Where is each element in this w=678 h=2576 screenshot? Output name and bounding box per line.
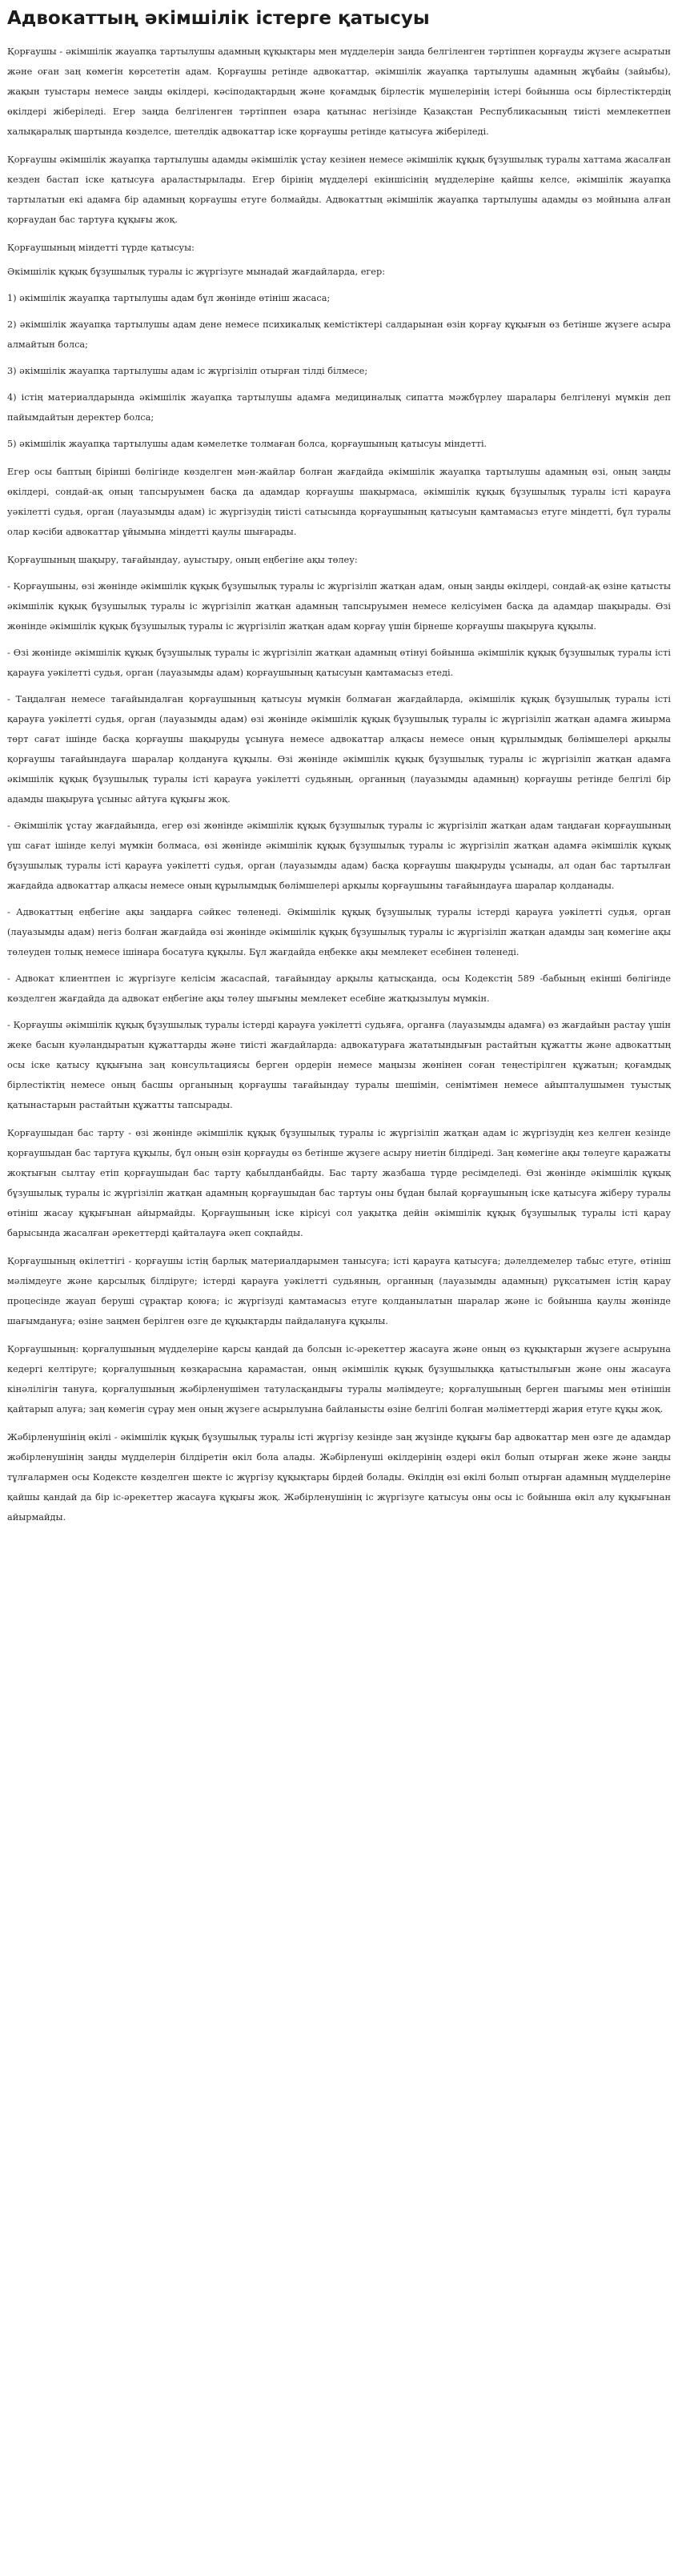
paragraph: Қорғаушының өкілеттігі - қорғаушы істің барлық материалдарымен танысуға; істі қарауға қатысуға; дәлелдемелер табыс етуге, өтініш мәлімдеуге және қарсылық білдіруге; істерді қарауға уәкілетті судьяның, органның (лауазымды адамның) рұқсатымен істің қарау процесінде жауап беруші сұрақтар қоюға; іс жүргізуді қамтамасыз етуге қолданылатын шаралар және іс бойынша қаулы жөнінде шағымдануға; өзіне заңмен берілген өзге де құқықтарды пайдалануға құқылы. bbox=[7, 1256, 671, 1326]
paragraph: - Таңдалған немесе тағайындалған қорғаушының қатысуы мүмкін болмаған жағдайларда, әкімшілік құқық бұзушылық туралы істі қарауға уәкілетті судья, орган (лауазымды адам) өзі жөнінде әкімшілік құқық бұзушылық туралы іс жүргізіліп жатқан адамға жиырма төрт сағат ішінде басқа қорғаушы шақыруды ұсынуға немесе адвокаттар алқасы немесе оның құрылымдық бөлімшелері арқылы қорғаушы тағайындауға шаралар қолдануға құқылы. Өзі жөнінде әкімшілік құқық бұзушылық туралы іс жүргізіліп жатқан адамға әкімшілік құқық бұзушылық туралы істі қарауға уәкілетті судьяның, органның (лауазымды адамның) қорғаушы ретінде белгілі бір адамды шақыруға ұсыныс айтуға құқығы жоқ. bbox=[7, 694, 671, 804]
paragraph: Қорғаушының шақыру, тағайындау, ауыстыру, оның еңбегіне ақы төлеу: bbox=[7, 555, 358, 565]
paragraph: Қорғаушы әкімшілік жауапқа тартылушы адамды әкімшілік ұстау кезінен немесе әкімшілік құқық бұзушылық туралы хаттама жасалған кезден бастап іске қатысуға араластырылады. Егер бірінің мүдделері екіншісінің мүдделеріне қайшы келсе, әкімшілік жауапқа тартылатын екі адамға бір адамның қорғаушы етуге болмайды. Адвокаттың әкімшілік жауапқа тартылушы адамды өз мойнына алған қорғаудан бас тартуға құқығы жоқ. bbox=[7, 154, 671, 225]
paragraph: Қорғаушы - әкімшілік жауапқа тартылушы адамның құқықтары мен мүдделерін заңда белгіленген тәртіппен қорғауды жүзеге асыратын және оған заң көмегін көрсететін адам. Қорғаушы ретінде адвокаттар, әкімшілік жауапқа тартылушы адамның жұбайы (зайыбы), жақын туыстары немесе заңды өкілдері, кәсіподақтардың және қоғамдық бірлестік мүшелерінің істері бойынша осы бірлестіктердің өкілдері жіберіледі. Егер заңда белгіленген тәртіппен өзара қатынас негізінде Қазақстан Республикасының тиісті мемлекетпен халықаралық шартында көзделсе, шетелдік адвокаттар іске қорғаушы ретінде қатысуға жіберіледі. bbox=[7, 46, 671, 137]
paragraph: - Адвокаттың еңбегіне ақы заңдарға сәйкес төленеді. Әкімшілік құқық бұзушылық туралы істерді қарауға уәкілетті судья, орган (лауазымды адам) негіз болған жағдайда өзі жөнінде әкімшілік құқық бұзушылық туралы іс жүргізіліп жатқан адамды заң көмегіне ақы төлеуден толық немесе ішінара босатуға құқылы. Бұл жағдайда еңбекке ақы мемлекет есебінен төленеді. bbox=[7, 907, 671, 957]
paragraph: - Әкімшілік ұстау жағдайында, егер өзі жөнінде әкімшілік құқық бұзушылық туралы іс жүргізіліп жатқан адам таңдаған қорғаушының үш сағат ішінде келуі мүмкін болмаса, өзі жөнінде әкімшілік құқық бұзушылық туралы іс жүргізіліп жатқан адамға әкімшілік құқық бұзушылық туралы істі қарауға уәкілетті судья, орган (лауазымды адам) басқа қорғаушы шақыруды ұсынады, ал одан бас тартылған жағдайда адвокаттар алқасы немесе оның құрылымдық бөлімшелері арқылы қорғаушыны тағайындауға шаралар қолданады. bbox=[7, 821, 671, 891]
paragraph: Жәбірленушінің өкілі - әкімшілік құқық бұзушылық туралы істі жүргізу кезінде заң жүзінде құқығы бар адвокаттар мен өзге де адамдар жәбірленушінің заңды мүдделерін білдіретін өкіл бола алады. Жәбірленуші өкілдерінің өздері өкіл болып отырған жеке және заңды тұлғалармен осы Кодексте көзделген шекте іс жүргізу құқықтары бірдей болады. Өкілдің өзі өкілі болып отырған адамның мүдделеріне қайшы қандай да бір іс-әрекеттер жасауға құқығы жоқ. Жәбірленушінің іс жүргізуге қатысуы оны осы іс бойынша өкіл алу құқығынан айырмайды. bbox=[7, 1432, 671, 1523]
paragraph: Қорғаушыдан бас тарту - өзі жөнінде әкімшілік құқық бұзушылық туралы іс жүргізіліп жатқан адам іс жүргізудің кез келген кезінде қорғаушыдан бас тартуға құқылы, бұл оның өзін қорғауды өз бетінше жүзеге асыру ниетін білдіреді. Заң көмегіне ақы төлеуге қаражаты жоқтығын сылтау етіп қорғаушыдан бас тарту қабылданбайды. Бас тарту жазбаша түрде ресімделеді. Өзі жөнінде әкімшілік құқық бұзушылық туралы іс жүргізіліп жатқан адамның қорғаушыдан бас тартуы оны бұдан былай қорғаушының іске қатысуға жіберу туралы өтініш жасау құқығынан айырмайды. Қорғаушының іске кірісуі сол уақытқа дейін әкімшілік құқық бұзушылық туралы істі қарау барысында жасалған әрекеттерді қайталауға әкеп соқпайды. bbox=[7, 1128, 671, 1238]
paragraph: Әкімшілік құқық бұзушылық туралы іс жүргізуге мынадай жағдайларда, егер: bbox=[7, 267, 386, 277]
paragraph: - Өзі жөнінде әкімшілік құқық бұзушылық туралы іс жүргізіліп жатқан адамның өтінуі бойынша әкімшілік құқық бұзушылық туралы істі қарауға уәкілетті судья, орган (лауазымды адам) қорғаушының қатысуын қамтамасыз етеді. bbox=[7, 648, 671, 678]
document bbox=[7, 0, 671, 2576]
document-body bbox=[7, 42, 671, 1527]
paragraph: Қорғаушының міндетті түрде қатысуы: bbox=[7, 243, 195, 253]
paragraph: - Қорғаушыны, өзі жөнінде әкімшілік құқық бұзушылық туралы іс жүргізіліп жатқан адам, оның заңды өкілдері, сондай-ақ өзіне қатысты әкімшілік құқық бұзушылық туралы іс жүргізіліп жатқан адамның тапсыруымен немесе келісуімен басқа да адамдар шақырады. Өзі жөнінде әкімшілік құқық бұзушылық туралы іс жүргізіліп жатқан адам қорғау үшін бірнеше қорғаушы шақыруға құқылы. bbox=[7, 581, 671, 632]
paragraph: - Адвокат клиентпен іс жүргізуге келісім жасаспай, тағайындау арқылы қатысқанда, осы Кодекстің 589 -бабының екінші бөлігінде көзделген жағдайда да адвокат еңбегіне ақы төлеу шығыны мемлекет есебіне жатқызылуы мүмкін. bbox=[7, 973, 671, 1004]
paragraph: 3) әкімшілік жауапқа тартылушы адам іс жүргізіліп отырған тілді білмесе; bbox=[7, 366, 368, 376]
page-title: Адвокаттың әкімшілік істерге қатысуы bbox=[7, 8, 430, 29]
paragraph: 5) әкімшілік жауапқа тартылушы адам кәмелетке толмаған болса, қорғаушының қатысуы міндетті. bbox=[7, 439, 487, 449]
paragraph: - Қорғаушы әкімшілік құқық бұзушылық туралы істерді қарауға уәкілетті судьяға, органға (лауазымды адамға) өз жағдайын растау үшін жеке басын куәландыратын құжаттарды және тиісті жағдайларда: адвокатураға жататындығын растайтын құжатты және адвокаттың осы іске қатысу құқығына заң консультациясы берген ордерін немесе маңызы жөнінен соған теңестірілген құжатын; қоғамдық бірлестіктің немесе оның басшы органының қорғаушы тағайындау туралы шешімін, сенімтімен немесе айыпталушымен туыстық қатынастарын растайтын құжатты тапсырады. bbox=[7, 1020, 671, 1110]
paragraph: Егер осы баптың бірінші бөлігінде көзделген мән-жайлар болған жағдайда әкімшілік жауапқа тартылушы адамның өзі, оның заңды өкілдері, сондай-ақ оның тапсыруымен басқа да адамдар қорғаушы шақырмаса, әкімшілік құқық бұзушылық туралы істі қарауға уәкілетті судья, орган (лауазымды адам) іс жүргізудің тиісті сатысында қорғаушының қатысуын қамтамасыз етуге міндетті, бұл туралы олар кәсіби адвокаттар ұйымына міндетті қаулы шығарады. bbox=[7, 467, 671, 537]
paragraph: Қорғаушының: қорғалушының мүдделеріне қарсы қандай да болсын іс-әрекеттер жасауға және оның өз құқықтарын жүзеге асыруына кедергі келтіруге; қорғалушының көзқарасына қарамастан, оның әкімшілік құқық бұзушылыққа қатыстылығын және оны жасауға кінәлілігін тануға, қорғалушының жәбірленушімен татуласқандығы туралы мәлімдеуге; қорғалушының берген шағымы мен өтінішін қайтарып алуға; заң көмегін сұрау мен оның жүзеге асырылуына байланысты өзіне белгілі болған мәліметтерді жария етуге құқы жоқ. bbox=[7, 1344, 671, 1414]
paragraph: 4) істің материалдарында әкімшілік жауапқа тартылушы адамға медициналық сипатта мәжбүрлеу шаралары белгіленуі мүмкін деп пайымдайтын деректер болса; bbox=[7, 392, 671, 423]
paragraph: 2) әкімшілік жауапқа тартылушы адам дене немесе психикалық кемістіктері салдарынан өзін қорғау құқығын өз бетінше жүзеге асыра алмайтын болса; bbox=[7, 319, 671, 350]
paragraph: 1) әкімшілік жауапқа тартылушы адам бұл жөнінде өтініш жасаса; bbox=[7, 293, 331, 303]
